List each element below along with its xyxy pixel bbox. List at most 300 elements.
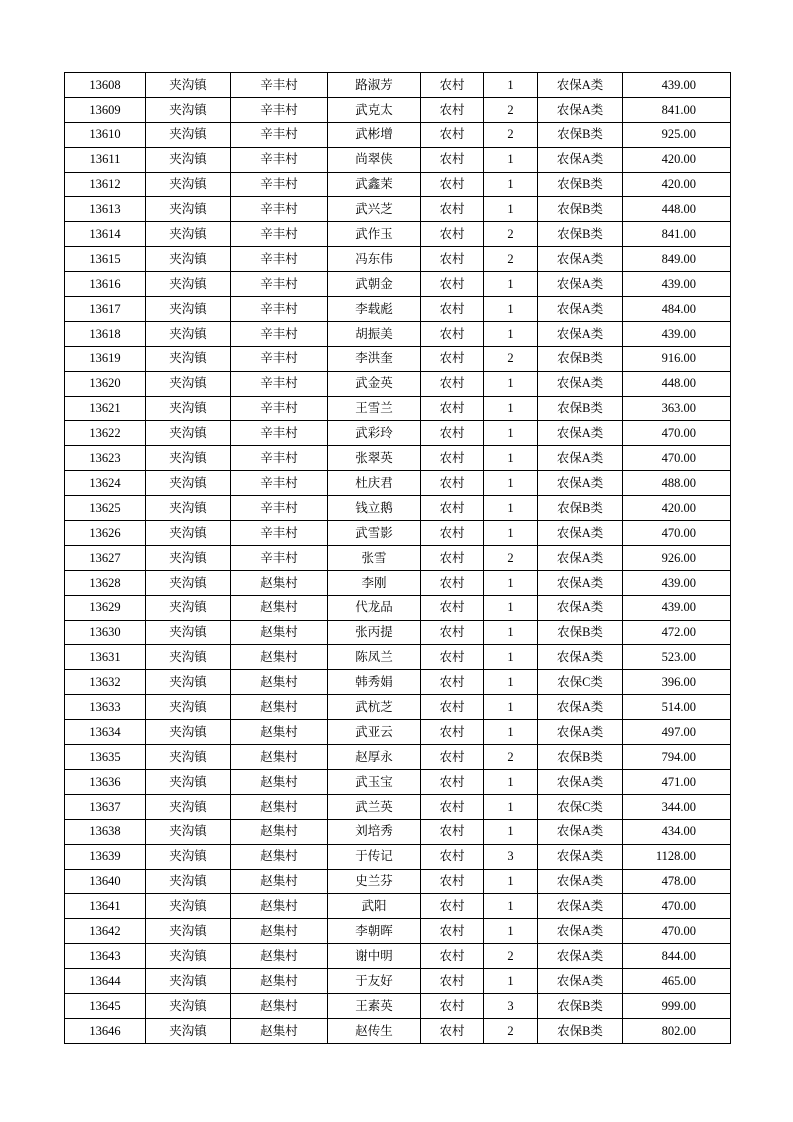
cell-residence-type: 农村 (421, 720, 484, 745)
cell-amount: 439.00 (623, 73, 731, 98)
cell-town: 夹沟镇 (146, 521, 231, 546)
cell-village: 赵集村 (231, 595, 328, 620)
cell-town: 夹沟镇 (146, 595, 231, 620)
cell-village: 赵集村 (231, 944, 328, 969)
cell-person-name: 张丙提 (328, 620, 421, 645)
table-row (65, 222, 731, 247)
cell-village: 赵集村 (231, 819, 328, 844)
cell-town: 夹沟镇 (146, 272, 231, 297)
cell-person-name: 武克太 (328, 97, 421, 122)
cell-town: 夹沟镇 (146, 745, 231, 770)
cell-person-name: 武兰英 (328, 794, 421, 819)
cell-person-name: 武鑫茉 (328, 172, 421, 197)
cell-amount: 439.00 (623, 272, 731, 297)
cell-residence-type: 农村 (421, 73, 484, 98)
table-row (65, 197, 731, 222)
cell-serial-no: 13621 (65, 396, 146, 421)
cell-town: 夹沟镇 (146, 1018, 231, 1043)
cell-amount: 841.00 (623, 97, 731, 122)
table-row (65, 720, 731, 745)
cell-insurance-category: 农保C类 (538, 670, 623, 695)
cell-residence-type: 农村 (421, 1018, 484, 1043)
cell-person-name: 赵厚永 (328, 745, 421, 770)
cell-insurance-category: 农保A类 (538, 919, 623, 944)
cell-person-count: 1 (484, 321, 538, 346)
table-row (65, 172, 731, 197)
cell-insurance-category: 农保A类 (538, 371, 623, 396)
cell-person-count: 1 (484, 769, 538, 794)
cell-residence-type: 农村 (421, 819, 484, 844)
cell-amount: 471.00 (623, 769, 731, 794)
cell-person-name: 武朝金 (328, 272, 421, 297)
cell-serial-no: 13622 (65, 421, 146, 446)
cell-amount: 849.00 (623, 247, 731, 272)
cell-person-count: 2 (484, 545, 538, 570)
cell-amount: 439.00 (623, 321, 731, 346)
cell-serial-no: 13627 (65, 545, 146, 570)
cell-amount: 1128.00 (623, 844, 731, 869)
cell-person-count: 1 (484, 147, 538, 172)
cell-person-count: 1 (484, 297, 538, 322)
cell-town: 夹沟镇 (146, 769, 231, 794)
cell-insurance-category: 农保B类 (538, 993, 623, 1018)
table-row (65, 894, 731, 919)
cell-serial-no: 13635 (65, 745, 146, 770)
cell-amount: 434.00 (623, 819, 731, 844)
cell-person-count: 1 (484, 396, 538, 421)
cell-person-name: 钱立鹅 (328, 496, 421, 521)
cell-town: 夹沟镇 (146, 819, 231, 844)
cell-amount: 926.00 (623, 545, 731, 570)
cell-insurance-category: 农保A类 (538, 695, 623, 720)
table-row (65, 97, 731, 122)
cell-serial-no: 13608 (65, 73, 146, 98)
cell-residence-type: 农村 (421, 122, 484, 147)
cell-village: 辛丰村 (231, 222, 328, 247)
cell-person-count: 2 (484, 122, 538, 147)
table-row (65, 919, 731, 944)
cell-person-count: 1 (484, 521, 538, 546)
cell-serial-no: 13615 (65, 247, 146, 272)
cell-residence-type: 农村 (421, 222, 484, 247)
cell-amount: 420.00 (623, 147, 731, 172)
cell-person-name: 武阳 (328, 894, 421, 919)
cell-town: 夹沟镇 (146, 172, 231, 197)
cell-insurance-category: 农保B类 (538, 197, 623, 222)
cell-serial-no: 13637 (65, 794, 146, 819)
cell-person-name: 李刚 (328, 570, 421, 595)
cell-residence-type: 农村 (421, 421, 484, 446)
cell-person-name: 史兰芬 (328, 869, 421, 894)
cell-town: 夹沟镇 (146, 944, 231, 969)
cell-residence-type: 农村 (421, 769, 484, 794)
cell-serial-no: 13629 (65, 595, 146, 620)
cell-insurance-category: 农保A类 (538, 844, 623, 869)
table-row (65, 645, 731, 670)
cell-amount: 844.00 (623, 944, 731, 969)
cell-residence-type: 农村 (421, 695, 484, 720)
cell-residence-type: 农村 (421, 595, 484, 620)
cell-town: 夹沟镇 (146, 297, 231, 322)
cell-person-name: 张翠英 (328, 446, 421, 471)
cell-insurance-category: 农保A类 (538, 446, 623, 471)
cell-amount: 514.00 (623, 695, 731, 720)
cell-insurance-category: 农保A类 (538, 147, 623, 172)
cell-town: 夹沟镇 (146, 670, 231, 695)
cell-insurance-category: 农保B类 (538, 396, 623, 421)
cell-residence-type: 农村 (421, 844, 484, 869)
cell-person-count: 1 (484, 421, 538, 446)
cell-village: 辛丰村 (231, 446, 328, 471)
cell-person-count: 1 (484, 446, 538, 471)
cell-amount: 470.00 (623, 919, 731, 944)
cell-residence-type: 农村 (421, 247, 484, 272)
table-row (65, 122, 731, 147)
cell-person-name: 陈凤兰 (328, 645, 421, 670)
cell-village: 赵集村 (231, 894, 328, 919)
cell-amount: 420.00 (623, 172, 731, 197)
cell-amount: 999.00 (623, 993, 731, 1018)
table-row (65, 570, 731, 595)
cell-person-count: 1 (484, 869, 538, 894)
cell-serial-no: 13625 (65, 496, 146, 521)
cell-village: 赵集村 (231, 745, 328, 770)
cell-person-count: 2 (484, 247, 538, 272)
cell-insurance-category: 农保A类 (538, 545, 623, 570)
cell-insurance-category: 农保A类 (538, 869, 623, 894)
cell-insurance-category: 农保B类 (538, 620, 623, 645)
cell-serial-no: 13619 (65, 346, 146, 371)
cell-serial-no: 13643 (65, 944, 146, 969)
cell-insurance-category: 农保B类 (538, 496, 623, 521)
cell-town: 夹沟镇 (146, 371, 231, 396)
table-row (65, 471, 731, 496)
cell-amount: 439.00 (623, 595, 731, 620)
cell-person-name: 李洪奎 (328, 346, 421, 371)
cell-serial-no: 13631 (65, 645, 146, 670)
cell-person-name: 武兴芝 (328, 197, 421, 222)
cell-amount: 841.00 (623, 222, 731, 247)
cell-town: 夹沟镇 (146, 695, 231, 720)
cell-residence-type: 农村 (421, 570, 484, 595)
cell-amount: 470.00 (623, 421, 731, 446)
cell-person-name: 于传记 (328, 844, 421, 869)
table-row (65, 993, 731, 1018)
cell-residence-type: 农村 (421, 197, 484, 222)
cell-person-count: 2 (484, 346, 538, 371)
cell-town: 夹沟镇 (146, 993, 231, 1018)
table-row (65, 371, 731, 396)
cell-village: 赵集村 (231, 620, 328, 645)
table-row (65, 73, 731, 98)
cell-village: 辛丰村 (231, 496, 328, 521)
cell-residence-type: 农村 (421, 969, 484, 994)
cell-town: 夹沟镇 (146, 421, 231, 446)
cell-person-name: 代龙品 (328, 595, 421, 620)
cell-town: 夹沟镇 (146, 321, 231, 346)
cell-person-name: 武玉宝 (328, 769, 421, 794)
cell-residence-type: 农村 (421, 172, 484, 197)
cell-person-name: 武杭芝 (328, 695, 421, 720)
cell-serial-no: 13614 (65, 222, 146, 247)
cell-town: 夹沟镇 (146, 147, 231, 172)
cell-serial-no: 13633 (65, 695, 146, 720)
cell-serial-no: 13612 (65, 172, 146, 197)
cell-person-count: 3 (484, 993, 538, 1018)
cell-town: 夹沟镇 (146, 496, 231, 521)
cell-residence-type: 农村 (421, 620, 484, 645)
table-row (65, 844, 731, 869)
table-row (65, 346, 731, 371)
cell-insurance-category: 农保B类 (538, 1018, 623, 1043)
table-row (65, 969, 731, 994)
table-row (65, 147, 731, 172)
cell-person-count: 3 (484, 844, 538, 869)
cell-village: 辛丰村 (231, 321, 328, 346)
cell-serial-no: 13623 (65, 446, 146, 471)
table-row (65, 321, 731, 346)
cell-amount: 794.00 (623, 745, 731, 770)
cell-residence-type: 农村 (421, 894, 484, 919)
cell-town: 夹沟镇 (146, 794, 231, 819)
cell-town: 夹沟镇 (146, 222, 231, 247)
cell-village: 赵集村 (231, 645, 328, 670)
cell-person-name: 刘培秀 (328, 819, 421, 844)
cell-insurance-category: 农保A类 (538, 894, 623, 919)
table-row (65, 545, 731, 570)
cell-person-name: 于友好 (328, 969, 421, 994)
table-row (65, 670, 731, 695)
cell-person-count: 1 (484, 969, 538, 994)
cell-person-name: 杜庆君 (328, 471, 421, 496)
cell-amount: 802.00 (623, 1018, 731, 1043)
cell-person-count: 1 (484, 73, 538, 98)
cell-town: 夹沟镇 (146, 247, 231, 272)
cell-insurance-category: 农保A类 (538, 645, 623, 670)
cell-serial-no: 13639 (65, 844, 146, 869)
cell-town: 夹沟镇 (146, 396, 231, 421)
cell-village: 赵集村 (231, 670, 328, 695)
cell-residence-type: 农村 (421, 670, 484, 695)
cell-person-count: 1 (484, 471, 538, 496)
cell-insurance-category: 农保A类 (538, 297, 623, 322)
cell-insurance-category: 农保A类 (538, 471, 623, 496)
cell-residence-type: 农村 (421, 446, 484, 471)
cell-town: 夹沟镇 (146, 969, 231, 994)
cell-amount: 484.00 (623, 297, 731, 322)
cell-serial-no: 13641 (65, 894, 146, 919)
cell-insurance-category: 农保C类 (538, 794, 623, 819)
cell-serial-no: 13636 (65, 769, 146, 794)
cell-amount: 448.00 (623, 371, 731, 396)
cell-residence-type: 农村 (421, 371, 484, 396)
cell-person-count: 1 (484, 371, 538, 396)
cell-person-name: 王雪兰 (328, 396, 421, 421)
table-row (65, 819, 731, 844)
cell-town: 夹沟镇 (146, 545, 231, 570)
cell-insurance-category: 农保B类 (538, 172, 623, 197)
cell-serial-no: 13620 (65, 371, 146, 396)
cell-serial-no: 13634 (65, 720, 146, 745)
cell-person-count: 1 (484, 819, 538, 844)
cell-town: 夹沟镇 (146, 97, 231, 122)
cell-person-name: 张雪 (328, 545, 421, 570)
cell-village: 辛丰村 (231, 97, 328, 122)
cell-insurance-category: 农保A类 (538, 769, 623, 794)
cell-village: 辛丰村 (231, 73, 328, 98)
cell-serial-no: 13640 (65, 869, 146, 894)
table-row (65, 794, 731, 819)
cell-residence-type: 农村 (421, 794, 484, 819)
cell-amount: 470.00 (623, 894, 731, 919)
cell-town: 夹沟镇 (146, 570, 231, 595)
cell-town: 夹沟镇 (146, 894, 231, 919)
subsidy-table (64, 72, 731, 1044)
cell-residence-type: 农村 (421, 297, 484, 322)
cell-insurance-category: 农保A类 (538, 969, 623, 994)
cell-village: 辛丰村 (231, 272, 328, 297)
cell-insurance-category: 农保A类 (538, 595, 623, 620)
cell-insurance-category: 农保A类 (538, 97, 623, 122)
cell-serial-no: 13616 (65, 272, 146, 297)
cell-town: 夹沟镇 (146, 645, 231, 670)
cell-person-name: 王素英 (328, 993, 421, 1018)
cell-town: 夹沟镇 (146, 73, 231, 98)
cell-village: 辛丰村 (231, 371, 328, 396)
cell-residence-type: 农村 (421, 471, 484, 496)
cell-person-count: 2 (484, 745, 538, 770)
cell-village: 赵集村 (231, 844, 328, 869)
cell-village: 赵集村 (231, 769, 328, 794)
cell-serial-no: 13618 (65, 321, 146, 346)
cell-village: 赵集村 (231, 919, 328, 944)
cell-serial-no: 13609 (65, 97, 146, 122)
cell-residence-type: 农村 (421, 147, 484, 172)
cell-person-count: 1 (484, 197, 538, 222)
cell-residence-type: 农村 (421, 346, 484, 371)
cell-town: 夹沟镇 (146, 197, 231, 222)
cell-village: 赵集村 (231, 695, 328, 720)
cell-person-count: 1 (484, 496, 538, 521)
cell-insurance-category: 农保A类 (538, 247, 623, 272)
cell-insurance-category: 农保B类 (538, 346, 623, 371)
cell-serial-no: 13642 (65, 919, 146, 944)
cell-person-count: 1 (484, 894, 538, 919)
cell-village: 辛丰村 (231, 197, 328, 222)
cell-village: 赵集村 (231, 993, 328, 1018)
cell-person-count: 1 (484, 794, 538, 819)
cell-village: 辛丰村 (231, 297, 328, 322)
cell-residence-type: 农村 (421, 545, 484, 570)
cell-person-count: 1 (484, 670, 538, 695)
cell-village: 辛丰村 (231, 545, 328, 570)
table-row (65, 620, 731, 645)
cell-serial-no: 13638 (65, 819, 146, 844)
cell-person-count: 1 (484, 172, 538, 197)
table-row (65, 521, 731, 546)
cell-village: 辛丰村 (231, 122, 328, 147)
cell-town: 夹沟镇 (146, 346, 231, 371)
cell-village: 赵集村 (231, 869, 328, 894)
cell-person-count: 1 (484, 620, 538, 645)
cell-person-count: 1 (484, 720, 538, 745)
cell-insurance-category: 农保A类 (538, 944, 623, 969)
cell-residence-type: 农村 (421, 97, 484, 122)
table-row (65, 496, 731, 521)
cell-residence-type: 农村 (421, 645, 484, 670)
cell-insurance-category: 农保B类 (538, 745, 623, 770)
cell-residence-type: 农村 (421, 944, 484, 969)
cell-person-name: 武雪影 (328, 521, 421, 546)
cell-insurance-category: 农保A类 (538, 272, 623, 297)
cell-serial-no: 13630 (65, 620, 146, 645)
cell-serial-no: 13632 (65, 670, 146, 695)
cell-village: 辛丰村 (231, 421, 328, 446)
cell-residence-type: 农村 (421, 919, 484, 944)
cell-person-name: 武亚云 (328, 720, 421, 745)
cell-residence-type: 农村 (421, 321, 484, 346)
cell-person-count: 1 (484, 919, 538, 944)
table-row (65, 297, 731, 322)
cell-insurance-category: 农保A类 (538, 570, 623, 595)
cell-insurance-category: 农保A类 (538, 819, 623, 844)
cell-insurance-category: 农保A类 (538, 421, 623, 446)
table-row (65, 272, 731, 297)
cell-town: 夹沟镇 (146, 471, 231, 496)
cell-person-count: 1 (484, 695, 538, 720)
cell-serial-no: 13644 (65, 969, 146, 994)
cell-village: 辛丰村 (231, 147, 328, 172)
cell-residence-type: 农村 (421, 396, 484, 421)
cell-serial-no: 13610 (65, 122, 146, 147)
cell-insurance-category: 农保A类 (538, 321, 623, 346)
cell-amount: 497.00 (623, 720, 731, 745)
table-row (65, 1018, 731, 1043)
cell-amount: 472.00 (623, 620, 731, 645)
cell-insurance-category: 农保A类 (538, 521, 623, 546)
cell-serial-no: 13646 (65, 1018, 146, 1043)
cell-residence-type: 农村 (421, 521, 484, 546)
cell-person-name: 武金英 (328, 371, 421, 396)
cell-insurance-category: 农保A类 (538, 73, 623, 98)
table-row (65, 396, 731, 421)
cell-amount: 470.00 (623, 521, 731, 546)
cell-amount: 523.00 (623, 645, 731, 670)
cell-serial-no: 13645 (65, 993, 146, 1018)
cell-residence-type: 农村 (421, 869, 484, 894)
table-row (65, 247, 731, 272)
cell-amount: 439.00 (623, 570, 731, 595)
cell-person-count: 2 (484, 97, 538, 122)
cell-residence-type: 农村 (421, 496, 484, 521)
cell-town: 夹沟镇 (146, 446, 231, 471)
cell-amount: 916.00 (623, 346, 731, 371)
cell-village: 辛丰村 (231, 172, 328, 197)
cell-insurance-category: 农保B类 (538, 222, 623, 247)
cell-amount: 925.00 (623, 122, 731, 147)
cell-amount: 488.00 (623, 471, 731, 496)
cell-town: 夹沟镇 (146, 620, 231, 645)
cell-person-count: 1 (484, 272, 538, 297)
table-row (65, 446, 731, 471)
cell-amount: 396.00 (623, 670, 731, 695)
cell-person-name: 谢中明 (328, 944, 421, 969)
cell-serial-no: 13624 (65, 471, 146, 496)
cell-village: 赵集村 (231, 1018, 328, 1043)
cell-village: 赵集村 (231, 570, 328, 595)
cell-residence-type: 农村 (421, 745, 484, 770)
table-row (65, 869, 731, 894)
